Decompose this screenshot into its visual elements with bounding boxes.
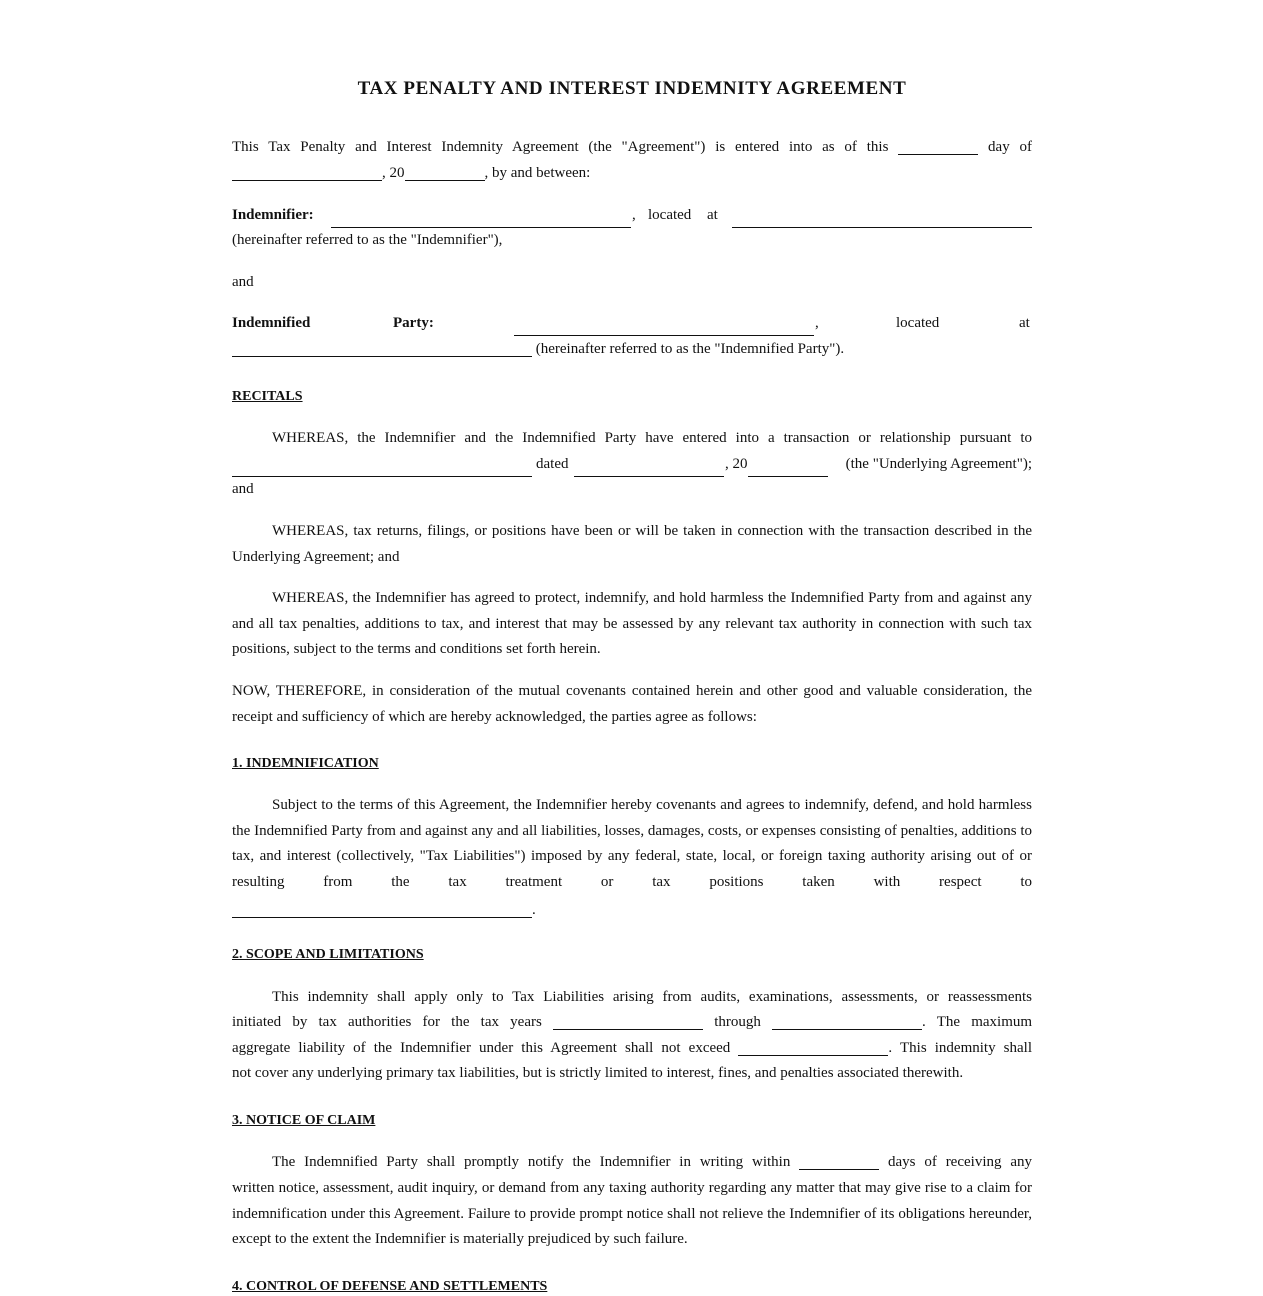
indemnified-comma: , — [815, 315, 819, 331]
liability-cap-blank[interactable] — [738, 1039, 888, 1056]
recitals-heading: RECITALS — [232, 389, 303, 404]
day-blank[interactable] — [898, 138, 978, 155]
whereas-1-and: and — [232, 481, 254, 497]
year-prefix: , 20 — [382, 165, 405, 181]
intro-line-1 — [232, 135, 1032, 161]
through-text: through — [714, 1014, 761, 1030]
and-text: and — [232, 274, 254, 290]
section-3-line-1 — [232, 1150, 1032, 1176]
year-blank[interactable] — [405, 164, 485, 181]
indemnified-at: at — [1019, 315, 1030, 331]
month-blank[interactable] — [232, 164, 382, 181]
section-2-line-4: not cover any underlying primary tax liabilities, but is strictly limited to interest, fines, and penalties associated therewith. — [232, 1065, 964, 1081]
notify-text: The Indemnified Party shall promptly notify the Indemnifier in writing within — [272, 1154, 791, 1170]
section-1-body: Subject to the terms of this Agreement, the Indemnifier hereby covenants and agrees to indemnify, defend, and hold harmless the Indemnified Party from and against any and all liabilities, losses, damages, costs, or expenses consisting of penalties, additions to tax, and interest (collectively, "Tax Liabilities") imposed by any federal, state, local, or foreign taxing authority arising out of or resulting from the tax treatment or tax positions taken with respect to — [232, 797, 1032, 890]
indemnity-shall-text: . This indemnity shall — [888, 1040, 1033, 1056]
aggregate-liability-text: aggregate liability of the Indemnifier under this Agreement shall not exceed — [232, 1040, 731, 1056]
indemnifier-comma: , — [632, 207, 636, 223]
indemnifier-row — [232, 203, 1032, 229]
indemnified-line-2 — [232, 337, 1032, 363]
indemnifier-label: Indemnifier: — [232, 207, 314, 223]
dated-text: dated — [536, 456, 569, 472]
indemnified-ref: (hereinafter referred to as the "Indemnified Party"). — [535, 341, 845, 357]
now-therefore: NOW, THEREFORE, in consideration of the mutual covenants contained herein and other good and valuable consideration, the receipt and sufficiency of which are hereby acknowledged, the parties agree as follows: — [232, 683, 1032, 725]
section-2-line-2 — [232, 1010, 1032, 1036]
notice-days-blank[interactable] — [799, 1153, 879, 1170]
indemnified-row — [232, 311, 1032, 337]
whereas-1-line-2 — [232, 452, 1032, 478]
indemnified-label-2: Party: — [393, 315, 434, 331]
indemnified-label-1: Indemnified — [232, 315, 311, 331]
whereas-1-line-1: WHEREAS, the Indemnifier and the Indemnified Party have entered into a transaction or relationship pursuant to — [272, 430, 1032, 446]
by-and-between-text: , by and between: — [484, 165, 591, 181]
intro-text: This Tax Penalty and Interest Indemnity Agreement (the "Agreement") is entered into as of this — [232, 139, 889, 155]
section-2-line-3 — [232, 1036, 1032, 1062]
indemnified-address-blank[interactable] — [232, 340, 532, 357]
maximum-text: . The maximum — [922, 1014, 1033, 1030]
section-1-heading: 1. INDEMNIFICATION — [232, 756, 379, 771]
indemnified-located: located — [896, 315, 940, 331]
section-1-period: . — [532, 902, 536, 918]
indemnifier-at: at — [707, 207, 718, 223]
section-2-heading: 2. SCOPE AND LIMITATIONS — [232, 947, 424, 962]
indemnifier-ref: (hereinafter referred to as the "Indemnifier"), — [232, 232, 503, 248]
indemnifier-located: located — [648, 207, 692, 223]
whereas-3: WHEREAS, the Indemnifier has agreed to protect, indemnify, and hold harmless the Indemnified Party from and against any and all tax penalties, additions to tax, and interest that may be assessed by any relevant tax authority in connection with such tax positions, subject to the terms and conditions set forth herein. — [232, 590, 1032, 657]
section-2-line-1: This indemnity shall apply only to Tax Liabilities arising from audits, examinations, assessments, or reassessments — [272, 989, 1032, 1005]
indemnified-name-blank[interactable] — [514, 335, 814, 336]
section-3-heading: 3. NOTICE OF CLAIM — [232, 1113, 376, 1128]
intro-line-2 — [232, 161, 1032, 187]
section-3-body: written notice, assessment, audit inquiry, or demand from any taxing authority regarding any matter that may give rise to a claim for indemnification under this Agreement. Failure to provide prompt notice shall not relieve the Indemnifier of its obligations hereunder, except to the extent the Indemnifier is materially prejudiced by such failure. — [232, 1180, 1032, 1247]
tax-year-end-blank[interactable] — [772, 1013, 922, 1030]
section-4-heading: 4. CONTROL OF DEFENSE AND SETTLEMENTS — [232, 1279, 548, 1294]
days-text: days of receiving any — [888, 1154, 1032, 1170]
underlying-agreement-text: (the "Underlying Agreement"); — [845, 456, 1032, 472]
section-1-end — [232, 898, 1032, 924]
tax-positions-blank[interactable] — [232, 901, 532, 918]
document-title: TAX PENALTY AND INTEREST INDEMNITY AGREEMENT — [357, 78, 907, 99]
dated-year-prefix: , 20 — [725, 456, 748, 472]
whereas-2: WHEREAS, tax returns, filings, or positions have been or will be taken in connection with the transaction described in the Underlying Agreement; and — [232, 523, 1032, 565]
day-of-text: day of — [988, 139, 1033, 155]
tax-year-start-blank[interactable] — [553, 1013, 703, 1030]
tax-years-text: initiated by tax authorities for the tax years — [232, 1014, 542, 1030]
